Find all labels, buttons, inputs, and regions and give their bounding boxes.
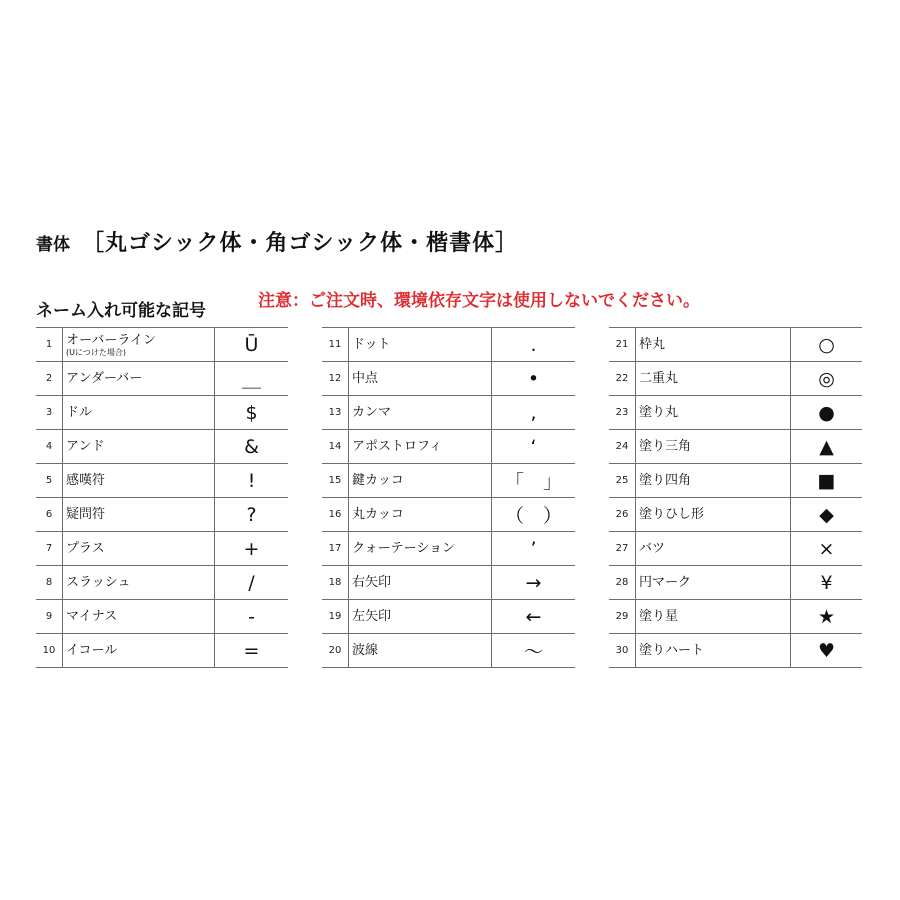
symbol-table-2 — [322, 327, 575, 668]
symbol-name-cell — [636, 498, 791, 532]
symbol-name: 中点 — [352, 371, 379, 386]
symbol-glyph: ¥ — [791, 566, 863, 600]
symbol-glyph: . — [492, 328, 576, 362]
row-number: 13 — [322, 396, 349, 430]
symbol-row — [322, 600, 575, 634]
symbol-name-cell — [636, 430, 791, 464]
symbol-row — [322, 328, 575, 362]
symbol-glyph: ‘ — [492, 430, 576, 464]
symbol-row — [36, 498, 288, 532]
symbol-name-cell — [63, 464, 215, 498]
symbol-glyph: ’ — [492, 532, 576, 566]
symbol-row — [36, 430, 288, 464]
symbol-name: ドル — [66, 405, 93, 420]
symbol-row — [36, 362, 288, 396]
symbol-name: 枠丸 — [639, 337, 666, 352]
row-number: 22 — [609, 362, 636, 396]
row-number: 10 — [36, 634, 63, 668]
row-number: 30 — [609, 634, 636, 668]
row-number: 11 — [322, 328, 349, 362]
row-number: 1 — [36, 328, 63, 362]
symbol-row — [609, 464, 862, 498]
symbol-name: 塗り四角 — [639, 473, 692, 488]
symbol-glyph: ★ — [791, 600, 863, 634]
row-number: 23 — [609, 396, 636, 430]
row-number: 16 — [322, 498, 349, 532]
symbol-name-cell — [349, 464, 492, 498]
symbol-name-cell — [636, 532, 791, 566]
symbol-row — [36, 600, 288, 634]
symbol-glyph: （ ） — [492, 498, 576, 532]
symbol-row — [322, 362, 575, 396]
row-number: 8 — [36, 566, 63, 600]
row-number: 29 — [609, 600, 636, 634]
symbol-glyph: ◆ — [791, 498, 863, 532]
symbol-row — [609, 430, 862, 464]
symbol-glyph: ▲ — [791, 430, 863, 464]
symbol-glyph: - — [215, 600, 289, 634]
symbol-name-cell — [636, 362, 791, 396]
row-number: 7 — [36, 532, 63, 566]
row-number: 28 — [609, 566, 636, 600]
symbol-glyph: ♥ — [791, 634, 863, 668]
symbol-row — [322, 532, 575, 566]
symbol-glyph: $ — [215, 396, 289, 430]
symbol-name-cell — [636, 396, 791, 430]
symbol-glyph: ! — [215, 464, 289, 498]
symbol-name-cell — [63, 634, 215, 668]
row-number: 4 — [36, 430, 63, 464]
symbol-name: マイナス — [66, 609, 118, 624]
row-number: 17 — [322, 532, 349, 566]
row-number: 19 — [322, 600, 349, 634]
symbol-glyph: + — [215, 532, 289, 566]
symbol-table-3 — [609, 327, 862, 668]
symbol-name-cell — [349, 498, 492, 532]
symbol-glyph: = — [215, 634, 289, 668]
notice-text: 注意：ご注文時、環境依存文字は使用しないでください。 — [258, 291, 700, 311]
symbol-row — [36, 566, 288, 600]
symbol-name: アンド — [66, 439, 105, 454]
symbol-row — [609, 566, 862, 600]
row-number: 24 — [609, 430, 636, 464]
symbol-glyph: ＿ — [215, 362, 289, 396]
symbol-row — [322, 634, 575, 668]
row-number: 26 — [609, 498, 636, 532]
symbol-name: 左矢印 — [352, 609, 392, 624]
symbol-row — [609, 396, 862, 430]
symbol-name-cell — [349, 600, 492, 634]
symbol-name: 円マーク — [639, 575, 692, 590]
row-number: 6 — [36, 498, 63, 532]
symbol-name-cell — [349, 566, 492, 600]
symbol-glyph: , — [492, 396, 576, 430]
font-list: ［丸ゴシック体・角ゴシック体・楷書体］ — [82, 231, 519, 256]
symbol-row — [36, 328, 288, 362]
symbol-glyph: ○ — [791, 328, 863, 362]
symbol-name-cell — [636, 464, 791, 498]
symbol-glyph: ? — [215, 498, 289, 532]
symbol-glyph: • — [492, 362, 576, 396]
symbol-name: オーバーライン — [66, 332, 156, 348]
row-number: 18 — [322, 566, 349, 600]
symbol-name-cell — [63, 600, 215, 634]
symbol-name-cell — [636, 600, 791, 634]
symbol-row — [36, 396, 288, 430]
symbol-row — [36, 532, 288, 566]
symbol-name-cell — [349, 634, 492, 668]
symbol-name: 疑問符 — [66, 507, 106, 522]
symbol-name: スラッシュ — [66, 575, 131, 590]
symbol-name: 塗り丸 — [639, 405, 679, 420]
symbol-row — [322, 430, 575, 464]
symbol-name: 塗りハート — [639, 643, 705, 658]
symbol-name: クォーテーション — [352, 541, 456, 556]
symbol-name: 塗り三角 — [639, 439, 692, 454]
row-number: 27 — [609, 532, 636, 566]
symbol-row — [609, 634, 862, 668]
symbol-name: アンダーバー — [66, 371, 143, 386]
symbol-name-cell — [349, 430, 492, 464]
symbol-name: カンマ — [352, 405, 392, 420]
row-number: 14 — [322, 430, 349, 464]
symbol-name: 塗りひし形 — [639, 507, 705, 522]
symbol-glyph: ← — [492, 600, 576, 634]
symbol-name-cell — [349, 532, 492, 566]
row-number: 15 — [322, 464, 349, 498]
symbol-name-cell — [63, 498, 215, 532]
symbol-row — [609, 328, 862, 362]
symbol-name: 感嘆符 — [66, 473, 106, 488]
symbol-name-cell — [63, 532, 215, 566]
symbol-table-1 — [36, 327, 288, 668]
symbol-name-cell — [349, 362, 492, 396]
symbol-glyph: → — [492, 566, 576, 600]
symbol-name-cell — [636, 328, 791, 362]
symbol-name-cell — [63, 328, 215, 362]
row-number: 20 — [322, 634, 349, 668]
symbol-name-cell — [636, 634, 791, 668]
symbol-row — [609, 498, 862, 532]
symbol-name-cell — [63, 362, 215, 396]
symbol-name: 丸カッコ — [352, 507, 404, 522]
symbol-name-cell — [63, 566, 215, 600]
symbol-name: 右矢印 — [352, 575, 392, 590]
symbol-glyph: ◎ — [791, 362, 863, 396]
symbol-row — [322, 396, 575, 430]
symbol-glyph: Ū — [215, 328, 289, 362]
symbol-row — [609, 600, 862, 634]
row-number: 12 — [322, 362, 349, 396]
symbol-row — [609, 362, 862, 396]
symbol-name: 塗り星 — [639, 609, 679, 624]
symbol-name: 波線 — [352, 643, 379, 658]
symbol-glyph: 〜 — [492, 634, 576, 668]
symbol-name-cell — [63, 430, 215, 464]
symbol-row — [36, 634, 288, 668]
symbol-name: 鍵カッコ — [352, 473, 404, 488]
symbol-glyph: / — [215, 566, 289, 600]
symbol-name: イコール — [66, 643, 118, 658]
symbol-name-cell — [636, 566, 791, 600]
row-number: 9 — [36, 600, 63, 634]
symbol-row — [609, 532, 862, 566]
symbol-name-cell — [63, 396, 215, 430]
symbol-row — [36, 464, 288, 498]
symbol-name-cell — [349, 396, 492, 430]
row-number: 21 — [609, 328, 636, 362]
symbol-name: ドット — [352, 337, 391, 352]
symbol-name-note: (Uにつけた場合) — [66, 347, 126, 357]
symbol-glyph: × — [791, 532, 863, 566]
row-number: 25 — [609, 464, 636, 498]
symbol-name: 二重丸 — [639, 371, 679, 386]
symbol-glyph: ■ — [791, 464, 863, 498]
symbol-name: アポストロフィ — [352, 439, 442, 454]
font-line — [36, 226, 518, 257]
symbol-row — [322, 498, 575, 532]
row-number: 5 — [36, 464, 63, 498]
font-label: 書体 — [36, 235, 70, 255]
row-number: 3 — [36, 396, 63, 430]
symbol-glyph: ● — [791, 396, 863, 430]
symbol-name: プラス — [66, 541, 105, 556]
symbol-name-cell — [349, 328, 492, 362]
symbol-glyph: 「 」 — [492, 464, 576, 498]
symbol-glyph: & — [215, 430, 289, 464]
section-title: ネーム入れ可能な記号 — [36, 301, 206, 321]
symbol-name: バツ — [639, 541, 666, 556]
symbol-row — [322, 464, 575, 498]
symbol-row — [322, 566, 575, 600]
row-number: 2 — [36, 362, 63, 396]
